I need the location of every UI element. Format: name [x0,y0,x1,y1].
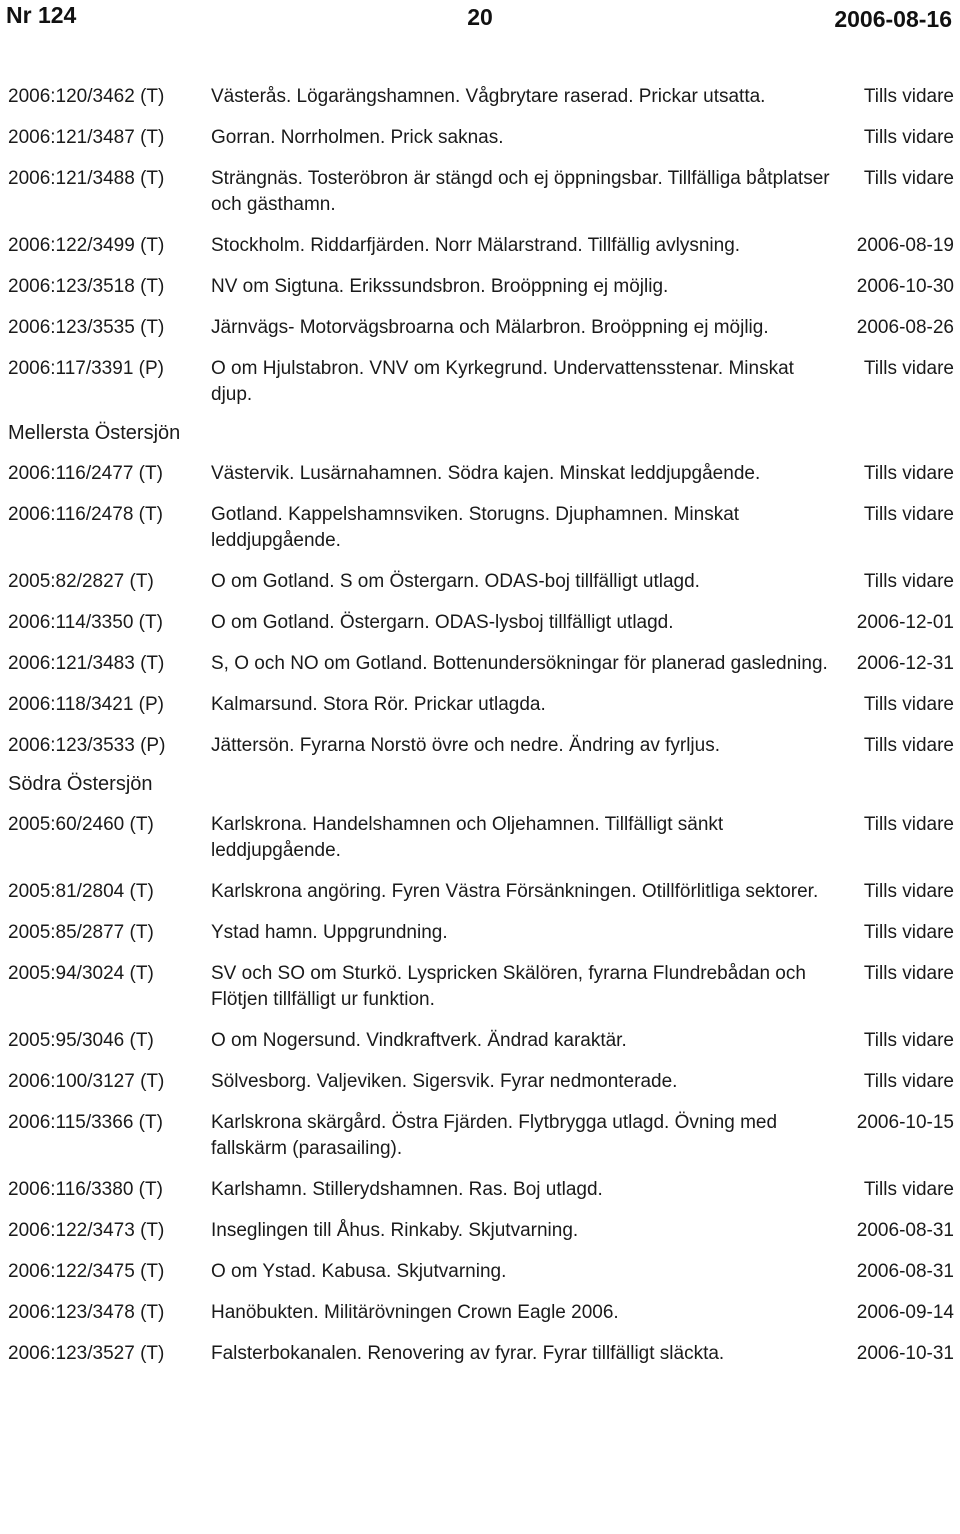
notice-validity: Tills vidare [863,168,954,189]
notice-description: O om Nogersund. Vindkraftverk. Ändrad karaktär. [211,1030,627,1051]
notice-description: SV och SO om Sturkö. Lyspricken Skälören, fyrarna Flundrebådan och Flötjen tillfälligt ur funktion. [211,963,806,1010]
notice-validity: 2006-12-01 [856,612,954,633]
notice-row [8,1110,954,1162]
notice-id: 2005:60/2460 (T) [8,814,154,835]
notice-row [8,733,954,759]
notice-description: O om Hjulstabron. VNV om Kyrkegrund. Undervattensstenar. Minskat djup. [211,358,794,405]
notice-row [8,502,954,554]
notice-validity: 2006-08-31 [856,1220,954,1241]
notice-id: 2006:123/3527 (T) [8,1343,165,1364]
page-header [0,0,960,60]
notice-description: Strängnäs. Tosteröbron är stängd och ej öppningsbar. Tillfälliga båtplatser och gästhamn. [211,168,830,215]
notice-row [8,961,954,1013]
notice-row [8,651,954,677]
notice-description: Falsterbokanalen. Renovering av fyrar. Fyrar tillfälligt släckta. [211,1343,725,1364]
notice-validity: Tills vidare [863,358,954,379]
notice-validity: Tills vidare [863,463,954,484]
notice-row [8,233,954,259]
notice-id: 2005:85/2877 (T) [8,922,154,943]
notice-validity: Tills vidare [863,694,954,715]
notice-id: 2006:118/3421 (P) [8,694,164,715]
notice-id: 2006:123/3533 (P) [8,735,166,756]
notice-row [8,1218,954,1244]
notice-description: Karlskrona skärgård. Östra Fjärden. Flytbrygga utlagd. Övning med fallskärm (parasailing). [211,1112,778,1159]
notice-id: 2006:122/3473 (T) [8,1220,165,1241]
notice-id: 2005:94/3024 (T) [8,963,154,984]
notice-validity: Tills vidare [863,127,954,148]
notice-description: Jättersön. Fyrarna Norstö övre och nedre. Ändring av fyrljus. [211,735,721,756]
notice-id: 2006:121/3487 (T) [8,127,165,148]
notice-validity: Tills vidare [863,881,954,902]
notice-validity: 2006-10-31 [856,1343,954,1364]
notice-description: O om Ystad. Kabusa. Skjutvarning. [211,1261,507,1282]
notice-validity: Tills vidare [863,1179,954,1200]
notice-list [8,84,954,1382]
notice-validity: 2006-10-30 [856,276,954,297]
notice-id: 2006:121/3488 (T) [8,168,165,189]
notice-id: 2006:100/3127 (T) [8,1071,165,1092]
issue-number: Nr 124 [6,2,77,28]
notice-row [8,879,954,905]
notice-id: 2006:123/3535 (T) [8,317,165,338]
notice-description: Hanöbukten. Militärövningen Crown Eagle 2006. [211,1302,619,1323]
notice-validity: Tills vidare [863,922,954,943]
notice-description: Kalmarsund. Stora Rör. Prickar utlagda. [211,694,546,715]
notice-description: Karlshamn. Stillerydshamnen. Ras. Boj utlagd. [211,1179,603,1200]
notice-id: 2006:121/3483 (T) [8,653,165,674]
notice-description: Västerås. Lögarängshamnen. Vågbrytare raserad. Prickar utsatta. [211,86,766,107]
notice-description: Ystad hamn. Uppgrundning. [211,922,448,943]
notice-description: Stockholm. Riddarfjärden. Norr Mälarstrand. Tillfällig avlysning. [211,235,741,256]
notice-id: 2006:117/3391 (P) [8,358,164,379]
notice-description: Sölvesborg. Valjeviken. Sigersvik. Fyrar nedmonterade. [211,1071,678,1092]
notice-row [8,315,954,341]
notice-row [8,1259,954,1285]
notice-id: 2006:115/3366 (T) [8,1112,163,1133]
notice-validity: Tills vidare [863,963,954,984]
notice-row [8,1341,954,1367]
notice-id: 2006:122/3475 (T) [8,1261,165,1282]
notice-validity: Tills vidare [863,571,954,592]
notice-id: 2006:116/2478 (T) [8,504,163,525]
notice-description: NV om Sigtuna. Erikssundsbron. Broöppning ej möjlig. [211,276,669,297]
notice-id: 2005:95/3046 (T) [8,1030,154,1051]
notice-description: O om Gotland. S om Östergarn. ODAS-boj tillfälligt utlagd. [211,571,700,592]
notice-id: 2006:123/3478 (T) [8,1302,165,1323]
notice-row [8,1300,954,1326]
notice-id: 2006:120/3462 (T) [8,86,165,107]
notice-description: Gotland. Kappelshamnsviken. Storugns. Djuphamnen. Minskat leddjupgående. [211,504,740,551]
notice-row [8,356,954,408]
notice-id: 2005:81/2804 (T) [8,881,154,902]
notice-row [8,812,954,864]
notice-row [8,1028,954,1054]
notice-id: 2006:114/3350 (T) [8,612,163,633]
notice-validity: Tills vidare [863,86,954,107]
notice-row [8,920,954,946]
section-heading: Södra Östersjön [8,773,153,795]
notice-description: Karlskrona angöring. Fyren Västra Försänkningen. Otillförlitliga sektorer. [211,881,819,902]
notice-row [8,274,954,300]
notice-row [8,610,954,636]
notice-id: 2005:82/2827 (T) [8,571,154,592]
notice-id: 2006:116/2477 (T) [8,463,163,484]
notice-validity: 2006-10-15 [856,1112,954,1133]
notice-description: O om Gotland. Östergarn. ODAS-lysboj tillfälligt utlagd. [211,612,674,633]
notice-row [8,569,954,595]
section-heading: Mellersta Östersjön [8,422,181,444]
notice-validity: 2006-08-31 [856,1261,954,1282]
issue-date: 2006-08-16 [834,6,952,32]
notice-validity: Tills vidare [863,504,954,525]
notice-row [8,1177,954,1203]
notice-validity: Tills vidare [863,1030,954,1051]
notice-row [8,166,954,218]
notice-row [8,84,954,110]
notice-description: Västervik. Lusärnahamnen. Södra kajen. Minskat leddjupgående. [211,463,761,484]
notice-row [8,125,954,151]
notice-row [8,461,954,487]
notice-validity: Tills vidare [863,1071,954,1092]
notice-validity: 2006-12-31 [856,653,954,674]
notice-description: Gorran. Norrholmen. Prick saknas. [211,127,504,148]
notice-id: 2006:123/3518 (T) [8,276,165,297]
notice-description: Inseglingen till Åhus. Rinkaby. Skjutvarning. [211,1220,579,1241]
notice-row [8,1069,954,1095]
notice-validity: 2006-09-14 [856,1302,954,1323]
notice-description: Järnvägs- Motorvägsbroarna och Mälarbron. Broöppning ej möjlig. [211,317,769,338]
notice-row [8,692,954,718]
notice-validity: 2006-08-19 [856,235,954,256]
notice-id: 2006:122/3499 (T) [8,235,165,256]
notice-validity: Tills vidare [863,814,954,835]
notice-id: 2006:116/3380 (T) [8,1179,163,1200]
page-number: 20 [467,4,493,30]
notice-description: S, O och NO om Gotland. Bottenundersökningar för planerad gasledning. [211,653,828,674]
notice-validity: Tills vidare [863,735,954,756]
notice-validity: 2006-08-26 [856,317,954,338]
notice-description: Karlskrona. Handelshamnen och Oljehamnen. Tillfälligt sänkt leddjupgående. [211,814,724,861]
